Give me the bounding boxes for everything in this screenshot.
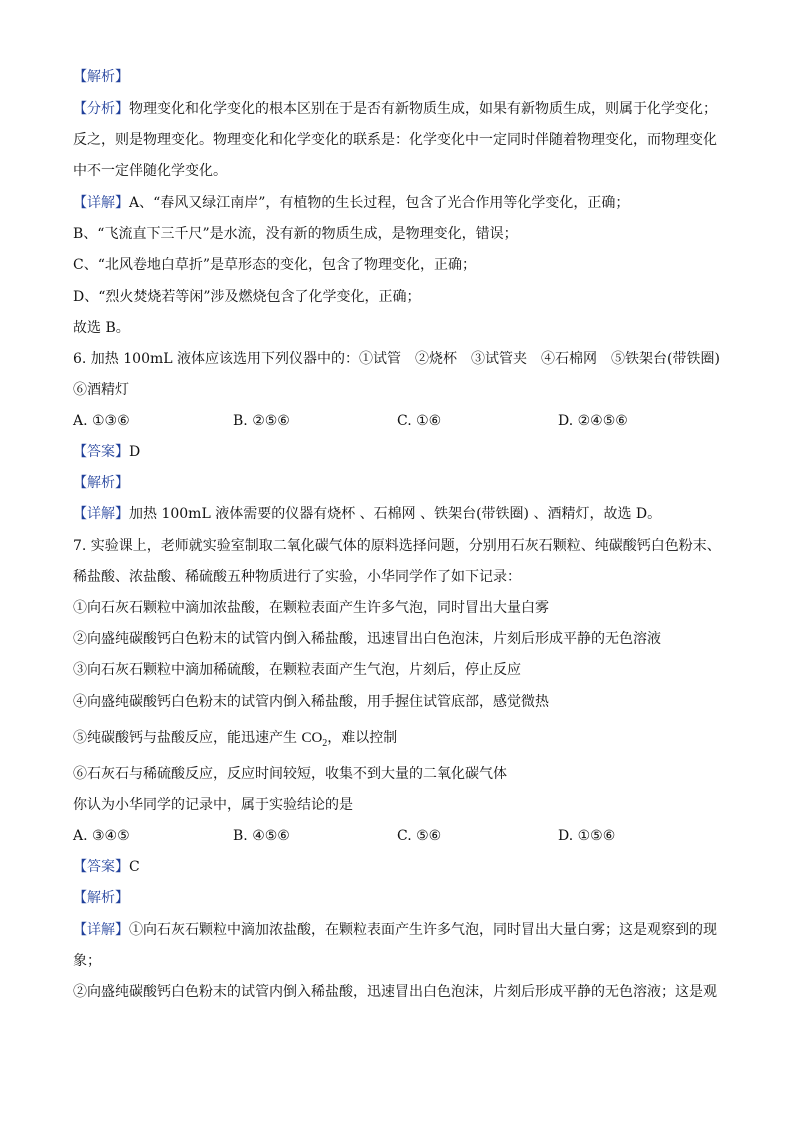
fenxi-line-1 [73,99,717,119]
q6-answer: D [129,444,141,460]
q7-stem-1: 7. 实验课上，老师就实验室制取二氧化碳气体的原料选择问题，分别用石灰石颗粒、纯碳酸钙白色粉末、 [73,538,721,554]
q7-option-d: D. ①⑤⑥ [558,828,616,844]
fenxi-text-1: 物理变化和化学变化的根本区别在于是否有新物质生成，如果有新物质生成，则属于化学变化； [129,101,717,117]
q7-record-2: ②向盛纯碳酸钙白色粉末的试管内倒入稀盐酸，迅速冒出白色泡沫，片刻后形成平静的无色溶液 [73,631,661,647]
fenxi-line-2: 反之，则是物理变化。物理变化和化学变化的联系是：化学变化中一定同时伴随着物理变化，而物理变化 [73,132,717,148]
conclusion-line: 故选 B。 [73,320,130,336]
q7-answer: C [129,859,140,875]
q7-xiangjie-line-2: 象； [73,953,101,969]
q7-question: 你认为小华同学的记录中，属于实验结论的是 [73,797,353,813]
q7-record-3: ③向石灰石颗粒中滴加稀硫酸，在颗粒表面产生气泡，片刻后，停止反应 [73,662,521,678]
q7-record-4: ④向盛纯碳酸钙白色粉末的试管内倒入稀盐酸，用手握住试管底部，感觉微热 [73,694,549,710]
q7-record-6: ⑥石灰石与稀硫酸反应，反应时间较短，收集不到大量的二氧化碳气体 [73,766,507,782]
q7-option-b: B. ④⑤⑥ [233,828,290,844]
q6-answer-tag: 【答案】 [73,444,129,460]
xiangjie-line-d: D、“烈火焚烧若等闲”涉及燃烧包含了化学变化，正确； [73,289,421,305]
q7-answer-line [73,857,140,877]
co2-subscript: 2 [322,738,328,749]
co2-co: CO [301,730,323,746]
q7-record-5 [73,728,397,754]
co2-formula [301,730,328,749]
q7-record-5-text-a: ⑤纯碳酸钙与盐酸反应，能迅速产生 [73,730,302,746]
q7-record-1: ①向石灰石颗粒中滴加浓盐酸，在颗粒表面产生许多气泡，同时冒出大量白雾 [73,600,549,616]
q6-xiangjie-tag: 【详解】 [73,506,129,522]
q6-analysis-heading: 【解析】 [73,475,129,491]
q7-answer-tag: 【答案】 [73,859,129,875]
q6-option-c: C. ①⑥ [397,413,442,429]
q7-xiangjie-tag: 【详解】 [73,922,129,938]
q7-record-5-text-b: ，难以控制 [327,730,398,746]
q7-option-c: C. ⑤⑥ [397,828,442,844]
q6-answer-line [73,442,140,462]
xiangjie-text-a: A、“春风又绿江南岸”，有植物的生长过程，包含了光合作用等化学变化，正确； [129,195,630,211]
q7-option-a: A. ③④⑤ [73,828,130,844]
q7-xiangjie-line-1 [73,920,717,940]
q6-xiangjie-line [73,504,661,524]
q6-xiangjie-text: 加热 100mL 液体需要的仪器有烧杯 、石棉网 、铁架台(带铁圈) 、酒精灯，故选 D。 [129,506,662,522]
q7-stem-2: 稀盐酸、浓盐酸、稀硫酸五种物质进行了实验，小华同学作了如下记录： [73,569,521,585]
xiangjie-line-a [73,193,629,213]
q7-analysis-heading: 【解析】 [73,890,129,906]
q6-stem-1: 6. 加热 100mL 液体应该选用下列仪器中的：①试管 ②烧杯 ③试管夹 ④石棉网 ⑤铁架台(带铁圈) [73,351,720,367]
q7-xiangjie-text-1: ①向石灰石颗粒中滴加浓盐酸，在颗粒表面产生许多气泡，同时冒出大量白雾；这是观察到的现 [129,922,717,938]
xiangjie-tag: 【详解】 [73,195,129,211]
q6-option-b: B. ②⑤⑥ [233,413,290,429]
fenxi-line-3: 中不一定伴随化学变化。 [73,163,227,179]
q6-stem-2: ⑥酒精灯 [73,382,129,398]
q6-option-a: A. ①③⑥ [73,413,130,429]
fenxi-tag: 【分析】 [73,101,129,117]
xiangjie-line-b: B、“飞流直下三千尺”是水流，没有新的物质生成，是物理变化，错误； [73,226,518,242]
xiangjie-line-c: C、“北风卷地白草折”是草形态的变化，包含了物理变化，正确； [73,257,477,273]
q6-option-d: D. ②④⑤⑥ [558,413,628,429]
analysis-heading: 【解析】 [73,69,129,85]
q7-xiangjie-line-3: ②向盛纯碳酸钙白色粉末的试管内倒入稀盐酸，迅速冒出白色泡沫，片刻后形成平静的无色溶液；这是观 [73,984,717,1000]
